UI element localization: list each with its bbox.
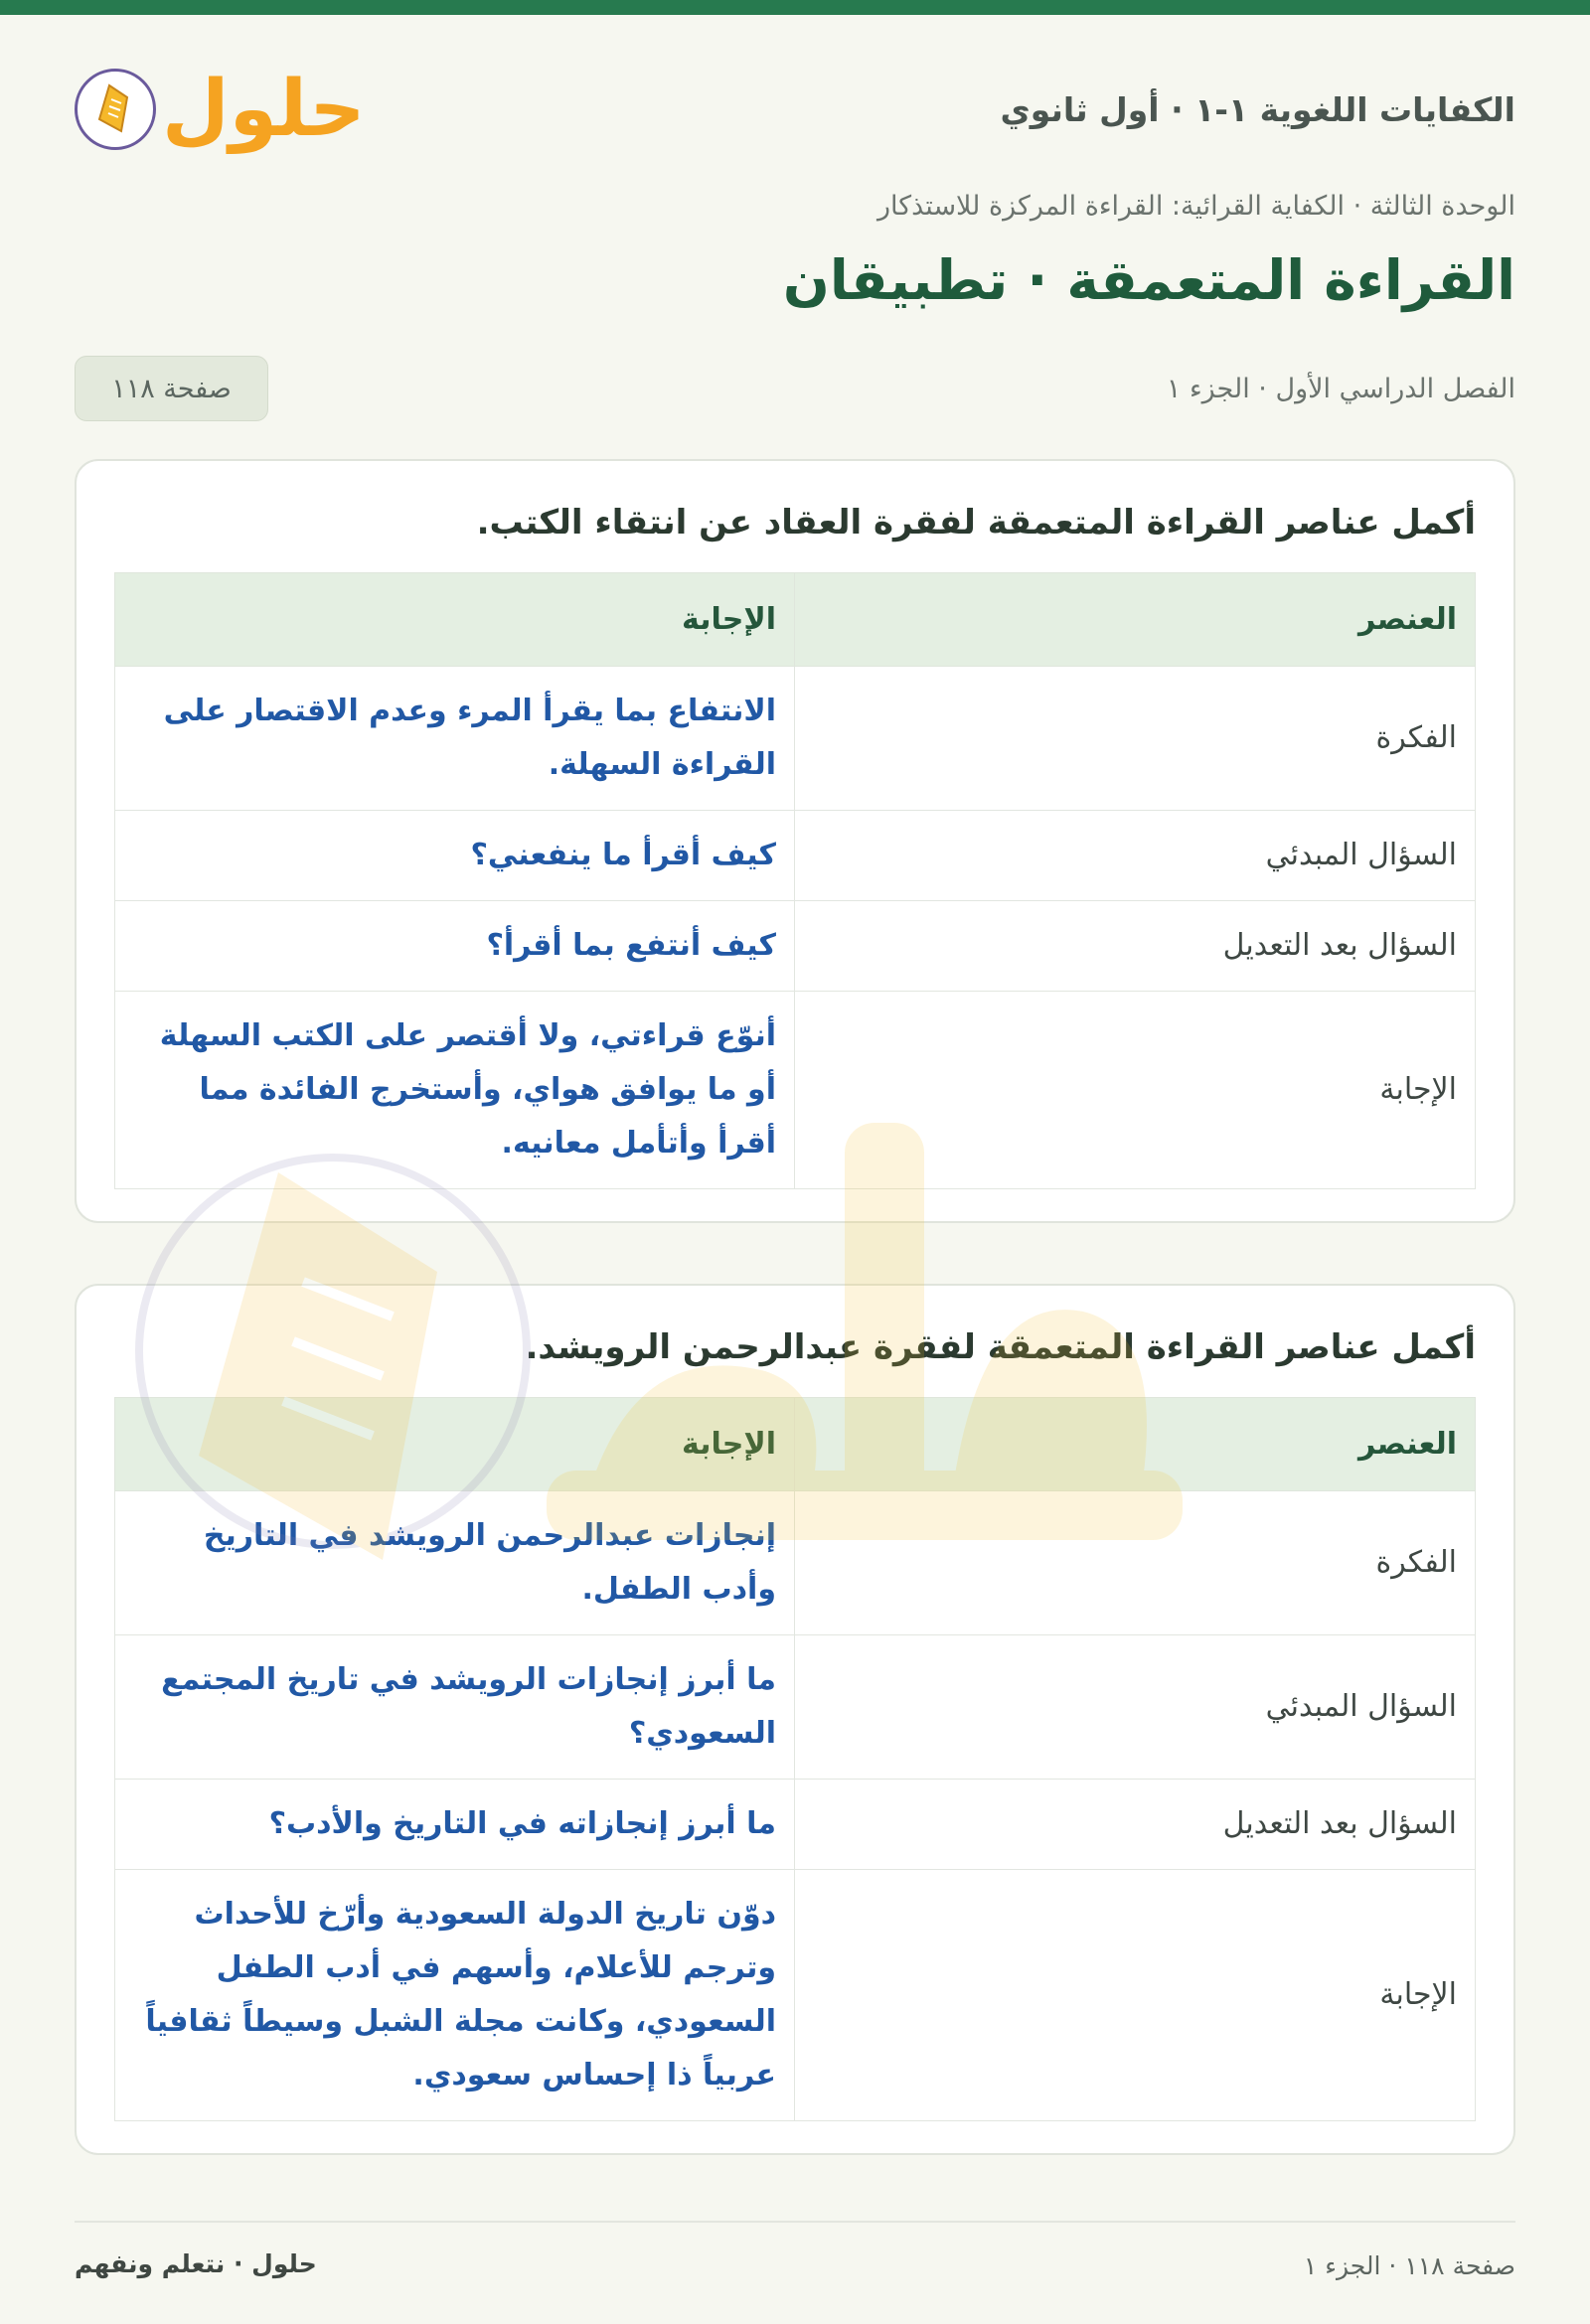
footer-divider bbox=[75, 2221, 1515, 2223]
element-cell: الإجابة bbox=[795, 1870, 1476, 2121]
table-row bbox=[115, 811, 1476, 901]
term-label: الفصل الدراسي الأول · الجزء ١ bbox=[1166, 374, 1515, 404]
table-row bbox=[115, 901, 1476, 992]
element-cell: الفكرة bbox=[795, 1491, 1476, 1635]
top-accent-bar bbox=[0, 0, 1590, 15]
table-row bbox=[115, 667, 1476, 811]
book-title: الكفايات اللغوية ١-١ · أول ثانوي bbox=[1000, 89, 1515, 129]
table-row bbox=[115, 1870, 1476, 2121]
element-cell: الإجابة bbox=[795, 992, 1476, 1189]
column-header-element: العنصر bbox=[795, 1398, 1476, 1491]
answer-table bbox=[114, 1397, 1476, 2121]
table-row bbox=[115, 1635, 1476, 1780]
answer-table bbox=[114, 572, 1476, 1189]
element-cell: السؤال بعد التعديل bbox=[795, 1780, 1476, 1870]
answer-cell: أنوّع قراءتي، ولا أقتصر على الكتب السهلة أو ما يوافق هواي، وأستخرج الفائدة مما أقرأ وأتأمل معانيه. bbox=[115, 992, 795, 1189]
table-row bbox=[115, 1780, 1476, 1870]
element-cell: السؤال المبدئي bbox=[795, 811, 1476, 901]
column-header-answer: الإجابة bbox=[115, 573, 795, 667]
answer-cell: دوّن تاريخ الدولة السعودية وأرّخ للأحداث وترجم للأعلام، وأسهم في أدب الطفل السعودي، وكانت مجلة الشبل وسيطاً ثقافياً عربياً ذا إحساس سعودي. bbox=[115, 1870, 795, 2121]
column-header-answer: الإجابة bbox=[115, 1398, 795, 1491]
question-card-1 bbox=[75, 459, 1515, 1223]
question-title: أكمل عناصر القراءة المتعمقة لفقرة العقاد عن انتقاء الكتب. bbox=[476, 503, 1476, 542]
logo-wordmark: حلول bbox=[162, 65, 366, 154]
table-row bbox=[115, 1491, 1476, 1635]
footer-page-info: صفحة ١١٨ · الجزء ١ bbox=[1303, 2251, 1515, 2280]
element-cell: السؤال المبدئي bbox=[795, 1635, 1476, 1780]
table-header-row bbox=[115, 573, 1476, 667]
answer-cell: كيف أنتفع بما أقرأ؟ bbox=[115, 901, 795, 992]
answer-cell: ما أبرز إنجازاته في التاريخ والأدب؟ bbox=[115, 1780, 795, 1870]
element-cell: السؤال بعد التعديل bbox=[795, 901, 1476, 992]
answer-cell: ما أبرز إنجازات الرويشد في تاريخ المجتمع السعودي؟ bbox=[115, 1635, 795, 1780]
answer-cell: الانتفاع بما يقرأ المرء وعدم الاقتصار على القراءة السهلة. bbox=[115, 667, 795, 811]
table-header-row bbox=[115, 1398, 1476, 1491]
page-header bbox=[75, 60, 1515, 159]
question-card-2 bbox=[75, 1284, 1515, 2155]
breadcrumb: الوحدة الثالثة · الكفاية القرائية: القراءة المركزة للاستذكار bbox=[877, 191, 1515, 222]
page-title: القراءة المتعمقة · تطبيقان bbox=[782, 248, 1515, 312]
question-title: أكمل عناصر القراءة المتعمقة لفقرة عبدالرحمن الرويشد. bbox=[525, 1327, 1476, 1367]
logo bbox=[75, 65, 366, 154]
answer-cell: إنجازات عبدالرحمن الرويشد في التاريخ وأدب الطفل. bbox=[115, 1491, 795, 1635]
column-header-element: العنصر bbox=[795, 573, 1476, 667]
answer-cell: كيف أقرأ ما ينفعني؟ bbox=[115, 811, 795, 901]
element-cell: الفكرة bbox=[795, 667, 1476, 811]
table-row bbox=[115, 992, 1476, 1189]
footer-brand: حلول · نتعلم ونفهم bbox=[75, 2249, 317, 2278]
book-icon bbox=[75, 69, 156, 150]
page-badge: صفحة ١١٨ bbox=[75, 356, 268, 421]
